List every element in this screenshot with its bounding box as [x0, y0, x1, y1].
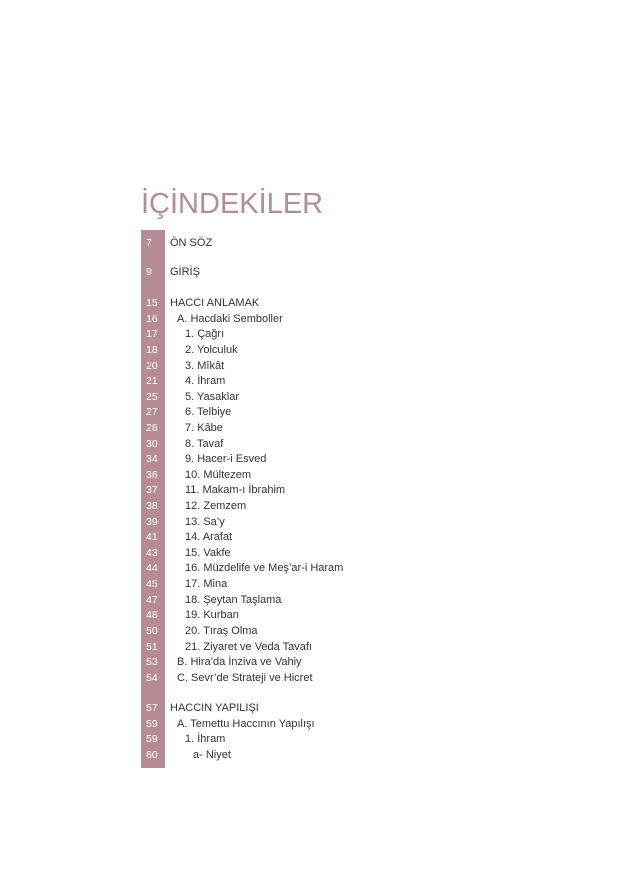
toc-page-number: 37: [146, 484, 158, 496]
toc-label: 18. Şeytan Taşlama: [185, 594, 282, 606]
page-title: İÇİNDEKİLER: [141, 188, 324, 220]
toc-label: 20. Tıraş Olma: [185, 625, 258, 637]
toc-page-number: 44: [146, 562, 158, 574]
toc-entry[interactable]: [141, 437, 441, 453]
toc-page-number: 45: [146, 578, 158, 590]
toc-label: 17. Mina: [185, 578, 228, 590]
toc-entry[interactable]: [141, 499, 441, 515]
toc-label: 1. İhram: [185, 733, 226, 745]
toc-entry-haccin-yapilisi[interactable]: [141, 701, 441, 717]
toc-page-number: 38: [146, 500, 158, 512]
toc-page-number: 59: [146, 718, 158, 730]
toc-label: A. Temettu Haccının Yapılışı: [177, 718, 315, 730]
toc-entry[interactable]: [141, 577, 441, 593]
toc-label: 13. Sa’y: [185, 516, 225, 528]
toc-entry-hacci-anlamak[interactable]: [141, 296, 441, 312]
toc-label: 1. Çağrı: [185, 328, 225, 340]
toc-entry[interactable]: [141, 593, 441, 609]
toc-label: GİRİŞ: [170, 266, 200, 278]
toc-label: 8. Tavaf: [185, 438, 224, 450]
toc-page-number: 43: [146, 547, 158, 559]
toc-page-number: 54: [146, 672, 158, 684]
toc-label: 16. Müzdelife ve Meş’ar-i Haram: [185, 562, 344, 574]
toc-entry[interactable]: [141, 405, 441, 421]
toc-entry[interactable]: [141, 390, 441, 406]
toc-page-number: 16: [146, 313, 158, 325]
toc-entry[interactable]: [141, 483, 441, 499]
toc-entry[interactable]: [141, 468, 441, 484]
toc-label: B. Hira’da İnziva ve Vahiy: [177, 656, 302, 668]
toc-entry[interactable]: [141, 530, 441, 546]
toc-entry[interactable]: [141, 515, 441, 531]
toc-page-number: 47: [146, 594, 158, 606]
toc-page-number: 59: [146, 733, 158, 745]
toc-page-number: 20: [146, 360, 158, 372]
toc-entry[interactable]: [141, 452, 441, 468]
toc-label: HACCI ANLAMAK: [170, 297, 260, 309]
toc-label: 2. Yolculuk: [185, 344, 238, 356]
toc-entry-giris[interactable]: [141, 265, 441, 281]
toc-entry[interactable]: [141, 374, 441, 390]
toc-page-number: 39: [146, 516, 158, 528]
toc-page-number: 9: [146, 266, 152, 278]
toc-page-number: 60: [146, 749, 158, 761]
toc-label: 19. Kurban: [185, 609, 239, 621]
toc-page-number: 21: [146, 375, 158, 387]
toc-entry-on-soz[interactable]: [141, 236, 441, 252]
toc-page-number: 50: [146, 625, 158, 637]
toc-entry[interactable]: [141, 655, 441, 671]
toc-page-number: 28: [146, 422, 158, 434]
toc-entry[interactable]: [141, 624, 441, 640]
toc-page-number: 41: [146, 531, 158, 543]
toc-label: 10. Mültezem: [185, 469, 252, 481]
toc-entry[interactable]: [141, 717, 441, 733]
toc-entry[interactable]: [141, 343, 441, 359]
toc-label: C. Sevr’de Strateji ve Hicret: [177, 672, 313, 684]
toc-label: 11. Makam-ı İbrahim: [185, 484, 286, 496]
toc-entry[interactable]: [141, 546, 441, 562]
toc-page-number: 48: [146, 609, 158, 621]
toc-entry[interactable]: [141, 640, 441, 656]
toc-page-number: 34: [146, 453, 158, 465]
toc-page-number: 30: [146, 438, 158, 450]
toc-label: 5. Yasaklar: [185, 391, 240, 403]
toc-label: a- Niyet: [193, 749, 231, 761]
toc-entry[interactable]: [141, 359, 441, 375]
toc-entry[interactable]: [141, 671, 441, 687]
toc-entry[interactable]: [141, 748, 441, 764]
toc-entry[interactable]: [141, 561, 441, 577]
toc-label: 6. Telbiye: [185, 406, 232, 418]
toc-label: ÖN SÖZ: [170, 237, 213, 249]
toc-page-number: 25: [146, 391, 158, 403]
toc-page-number: 18: [146, 344, 158, 356]
toc-label: 3. Mîkât: [185, 360, 225, 372]
toc-page-number: 36: [146, 469, 158, 481]
toc-entry[interactable]: [141, 608, 441, 624]
toc-label: HACCIN YAPILIŞI: [170, 702, 259, 714]
toc-page-number: 57: [146, 702, 158, 714]
toc-page-number: 17: [146, 328, 158, 340]
toc-entry[interactable]: [141, 732, 441, 748]
toc-page-number: 53: [146, 656, 158, 668]
toc-label: 9. Hacer-i Esved: [185, 453, 267, 465]
toc-label: 15. Vakfe: [185, 547, 231, 559]
toc-page-number: 7: [146, 237, 152, 249]
toc-label: 21. Ziyaret ve Veda Tavafı: [185, 641, 312, 653]
toc-page-number: 51: [146, 641, 158, 653]
toc-label: 4. İhram: [185, 375, 226, 387]
toc-entry[interactable]: [141, 312, 441, 328]
toc-label: 12. Zemzem: [185, 500, 247, 512]
toc-page-number: 27: [146, 406, 158, 418]
toc-label: 14. Arafat: [185, 531, 233, 543]
toc-label: 7. Kâbe: [185, 422, 223, 434]
toc-entry[interactable]: [141, 421, 441, 437]
toc-label: A. Hacdaki Semboller: [177, 313, 283, 325]
toc-entry[interactable]: [141, 327, 441, 343]
toc-page-number: 15: [146, 297, 158, 309]
